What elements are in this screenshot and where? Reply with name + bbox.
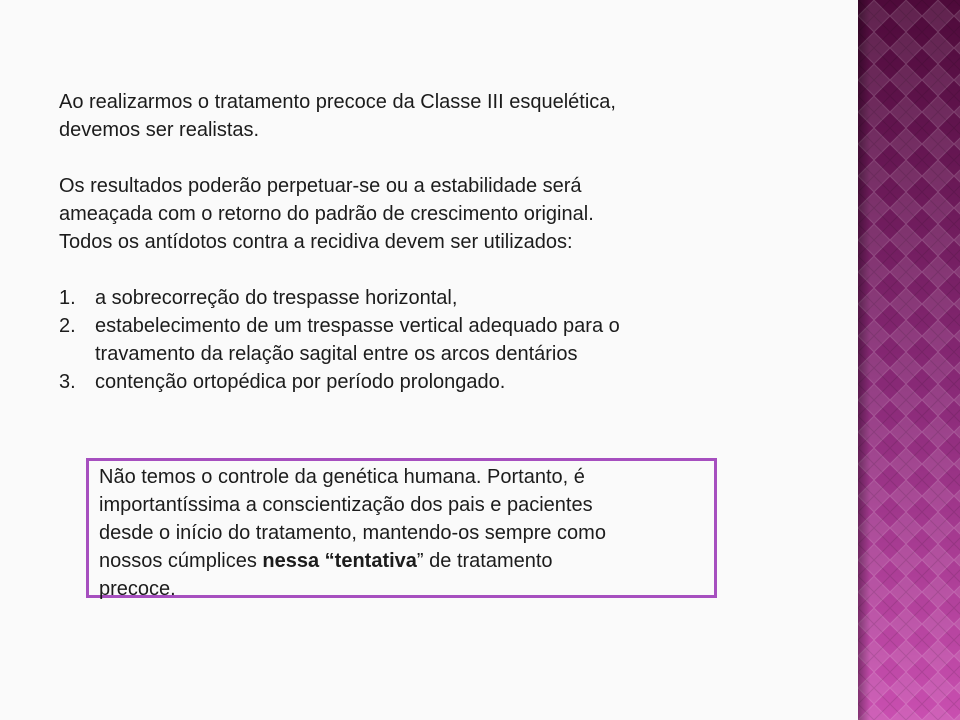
callout-emphasis: nessa “tentativa bbox=[262, 550, 417, 572]
results-line-2: ameaçada com o retorno do padrão de crescimento original. bbox=[59, 203, 594, 225]
callout-line-5: precoce. bbox=[99, 578, 176, 600]
list-item-number: 1. bbox=[59, 287, 76, 309]
list-item-number: 2. bbox=[59, 315, 76, 337]
callout-line-4-start: nossos cúmplices bbox=[99, 550, 263, 572]
callout-line-4-end: ” de tratamento bbox=[416, 550, 553, 572]
list-item bbox=[59, 284, 759, 312]
list-item-text-continued: travamento da relação sagital entre os arcos dentários bbox=[95, 343, 578, 365]
results-paragraph bbox=[59, 172, 759, 256]
list-item-text: a sobrecorreção do trespasse horizontal, bbox=[95, 287, 458, 309]
results-line-1: Os resultados poderão perpetuar-se ou a estabilidade será bbox=[59, 175, 582, 197]
list-item-text: contenção ortopédica por período prolongado. bbox=[95, 371, 506, 393]
slide-body bbox=[59, 88, 759, 396]
list-item bbox=[59, 368, 759, 396]
decorative-side-band bbox=[858, 0, 960, 720]
list-item-number: 3. bbox=[59, 371, 76, 393]
list-item-text: estabelecimento de um trespasse vertical adequado para o bbox=[95, 315, 620, 337]
callout-line-2: importantíssima a conscientização dos pais e pacientes bbox=[99, 494, 593, 516]
list-item bbox=[59, 312, 759, 368]
callout-line-1: Não temos o controle da genética humana. Portanto, é bbox=[99, 466, 585, 488]
results-line-3: Todos os antídotos contra a recidiva devem ser utilizados: bbox=[59, 231, 573, 253]
intro-paragraph bbox=[59, 88, 759, 144]
callout-text bbox=[99, 463, 704, 603]
intro-line-1: Ao realizarmos o tratamento precoce da Classe III esquelética, bbox=[59, 91, 616, 113]
numbered-list bbox=[59, 284, 759, 396]
intro-line-2: devemos ser realistas. bbox=[59, 119, 260, 141]
diamond-pattern bbox=[858, 0, 960, 720]
callout-line-3: desde o início do tratamento, mantendo-os sempre como bbox=[99, 522, 606, 544]
callout-box bbox=[86, 458, 717, 598]
